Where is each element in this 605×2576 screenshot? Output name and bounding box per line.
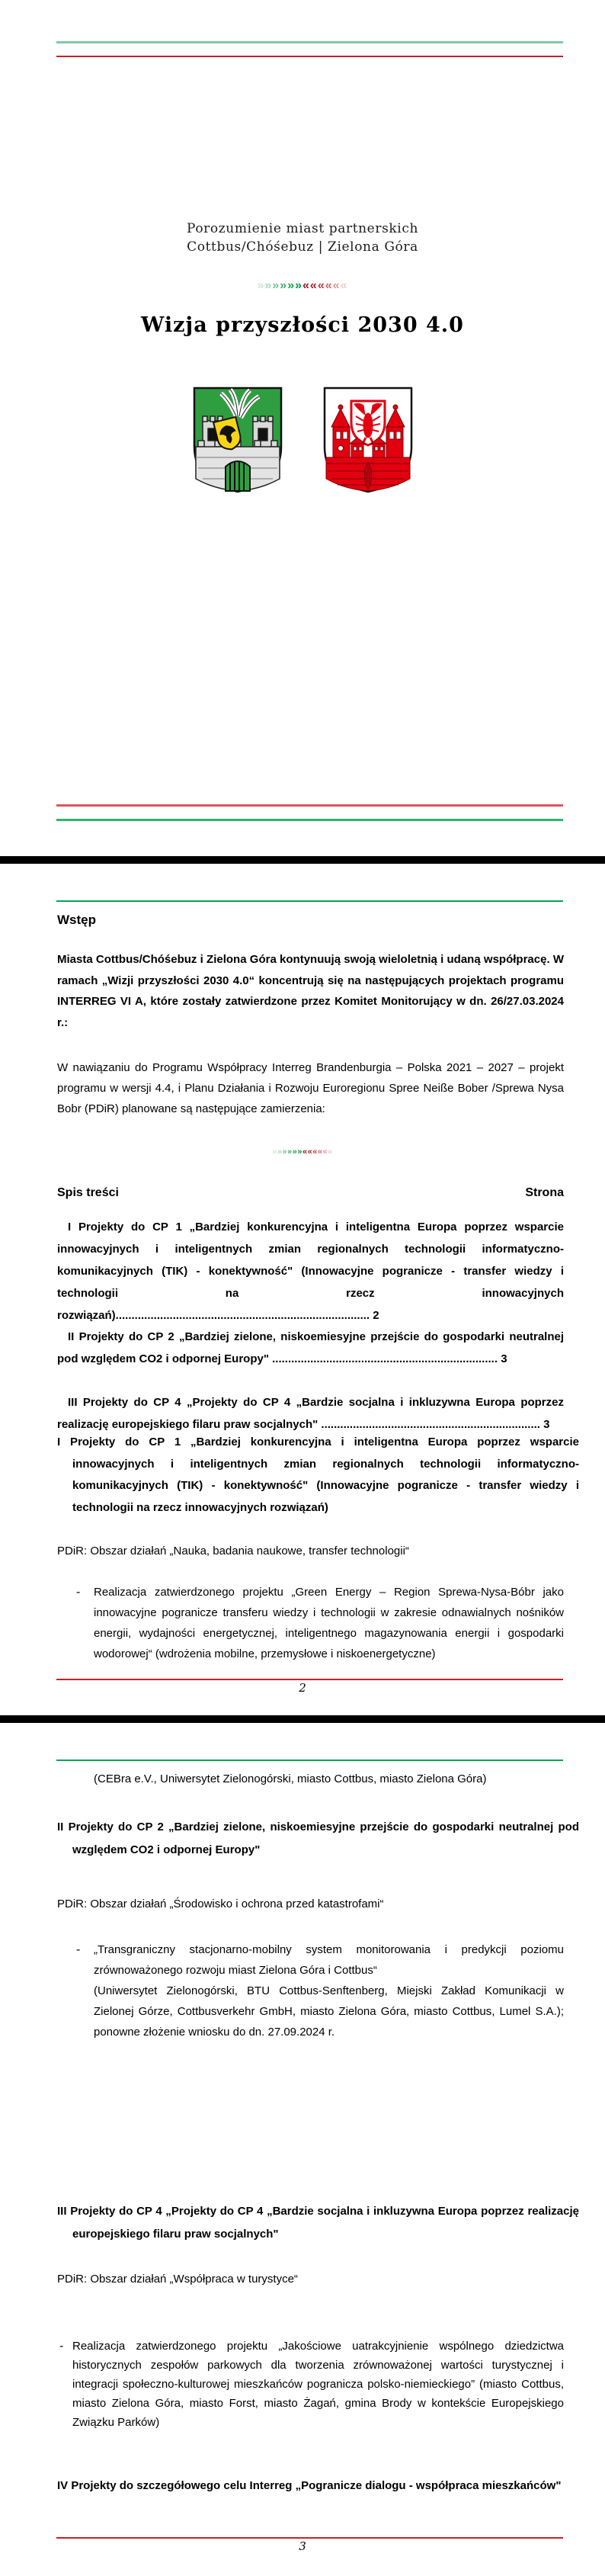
arrows-divider-icon: »»»»»»«««««« [257, 279, 348, 292]
toc-header [57, 1186, 564, 1200]
section-2-bullet-partners: (Uniwersytet Zielonogórski, BTU Cottbus-Senftenberg, Miejski Zakład Komunikacji w Zielonej Górze, Cottbusverkehr GmbH, miasto Zielona Góra, miasto Cottbus, Lumel S.A.); ponowne złożenie wniosku do dn. 27.09.2024 r. [94, 1984, 564, 2039]
section-3-heading: III Projekty do CP 4 „Projekty do CP 4 „Bardzie socjalna i inkluzywna Europa poprzez realizację europejskiego filaru praw socjalnych" [57, 2205, 579, 2241]
top-red-rule [56, 56, 563, 57]
bullet-dash-icon: - [76, 1586, 81, 1599]
section-3-bullet-text: Realizacja zatwierdzonego projektu „Jakościowe uatrakcyjnienie wspólnego dziedzictwa historycznych zespołów parkowych dla tworzenia zrównoważonej wartości turystycznej i integracji społeczno-kulturowej mieszkańców pogranicza polsko-niemieckiego” (miasto Cottbus, miasto Zielona Góra, miasto Forst, miasto Żagań, gmina Brody w kontekście Europejskiego Związku Parków) [72, 2340, 564, 2429]
page-number-2: 2 [299, 1681, 306, 1695]
toc-title: Spis treści [57, 1186, 119, 1199]
page-2 [0, 864, 605, 1715]
continuation-paragraph: (CEBra e.V., Uniwersytet Zielonogórski, miasto Cottbus, miasto Zielona Góra) [94, 1772, 487, 1785]
cottbus-coat-of-arms-icon [322, 386, 414, 494]
partnership-subtitle-line1: Porozumienie miast partnerskich [186, 221, 418, 236]
partnership-subtitle [0, 220, 605, 256]
section-1-bullet-text: Realizacja zatwierdzonego projektu „Green Energy – Region Sprewa-Nysa-Bóbr jako innowacyjne pogranicze transferu wiedzy i technologii w zakresie odnawialnych nośników energii, wydajności energetycznej, inteligentnego magazynowania energii i gospodarki wodorowej“ (wdrożenia mobilne, przemysłowe i niskoenergetyczne) [94, 1586, 564, 1660]
page-break-bar [0, 856, 605, 864]
section-green-rule-2 [56, 1760, 563, 1761]
section-2-bullet [57, 1939, 564, 2042]
top-green-rule [56, 41, 563, 43]
page-break-bar-2 [0, 1715, 605, 1723]
toc-page-column-label: Strona [525, 1186, 564, 1199]
toc-entry-1: I Projekty do CP 1 „Bardziej konkurencyjna i inteligentna Europa poprzez wsparcie innowacyjnych i inteligentnych zmian regionalnych technologii informatyczno-komunikacyjnych (TIK) - konektywność" (Innowacyjne pogranicze - transfer wiedzy i technologii na rzecz innowacyjnych rozwiązań)................................................................................ 2 [57, 1221, 564, 1322]
section-green-rule [56, 900, 563, 902]
intro-paragraph-2: W nawiązaniu do Programu Współpracy Interreg Brandenburgia – Polska 2021 – 2027 – projekt programu w wersji 4.4, i Planu Działania i Rozwoju Euroregionu Spree Neiße Bober /Sprewa Nysa Bobr (PDiR) planowane są następujące zamierzenia: [57, 1061, 564, 1115]
section-3-bullet [57, 2337, 564, 2432]
page-number-3: 3 [299, 2539, 306, 2553]
footer-red-rule [56, 1679, 563, 1680]
page-3 [0, 1723, 605, 2576]
bullet-dash-icon: - [76, 1943, 81, 1956]
toc-divider-arrows-icon: »»»»»»«««««« [272, 1147, 333, 1156]
toc-entry-3: III Projekty do CP 4 „Projekty do CP 4 „Bardzie socjalna i inkluzywna Europa poprzez realizację europejskiego filaru praw socjalnych" ..................................................................... 3 [57, 1396, 564, 1431]
intro-paragraph-1: Miasta Cottbus/Chóśebuz i Zielona Góra kontynuują swoją wieloletnią i udaną współpracę. W ramach „Wizji przyszłości 2030 4.0“ koncentrują się na następujących projektach programu INTERREG VI A, które zostały zatwierdzone przez Komitet Monitorujący w dn. 26/27.03.2024 r.: [57, 953, 564, 1029]
section-1-bullet [57, 1582, 564, 1664]
section-2-heading: II Projekty do CP 2 „Bardziej zielone, niskoemiesyjne przejście do gospodarki neutralnej pod względem CO2 i odpornej Europy" [57, 1821, 579, 1856]
coat-of-arms-row [0, 386, 605, 494]
section-2-bullet-title: „Transgraniczny stacjonarno-mobilny system monitorowania i predykcji poziomu zrównoważonego rozwoju miast Zielona Góra i Cottbus“ [94, 1943, 564, 1977]
section-3-pdir: PDiR: Obszar działań „Współpraca w turystyce“ [57, 2273, 298, 2286]
bottom-red-rule [56, 804, 563, 807]
zielona-gora-coat-of-arms-icon [192, 386, 283, 494]
section-4-heading: IV Projekty do szczegółowego celu Interreg „Pogranicze dialogu - współpraca mieszkańców" [57, 2479, 562, 2492]
intro-heading: Wstęp [57, 913, 96, 927]
page-1 [0, 0, 605, 856]
section-1-heading: I Projekty do CP 1 „Bardziej konkurencyjna i inteligentna Europa poprzez wsparcie innowacyjnych i inteligentnych zmian regionalnych technologii informatyczno-komunikacyjnych (TIK) - konektywność" (Innowacyjne pogranicze - transfer wiedzy i technologii na rzecz innowacyjnych rozwiązań) [57, 1436, 579, 1514]
toc-entry-2: II Projekty do CP 2 „Bardziej zielone, niskoemiesyjne przejście do gospodarki neutralnej pod względem CO2 i odpornej Europy" ....................................................................... 3 [57, 1330, 564, 1365]
document-title: Wizja przyszłości 2030 4.0 [141, 313, 464, 337]
section-2-pdir: PDiR: Obszar działań „Środowisko i ochrona przed katastrofami“ [57, 1898, 384, 1910]
footer-red-rule-2 [56, 2537, 563, 2539]
section-1-pdir: PDiR: Obszar działań „Nauka, badania naukowe, transfer technologii“ [57, 1545, 409, 1557]
bullet-dash-icon: - [59, 2340, 64, 2353]
bottom-green-rule [56, 819, 563, 821]
partnership-subtitle-line2: Cottbus/Chóśebuz | Zielona Góra [187, 239, 418, 255]
